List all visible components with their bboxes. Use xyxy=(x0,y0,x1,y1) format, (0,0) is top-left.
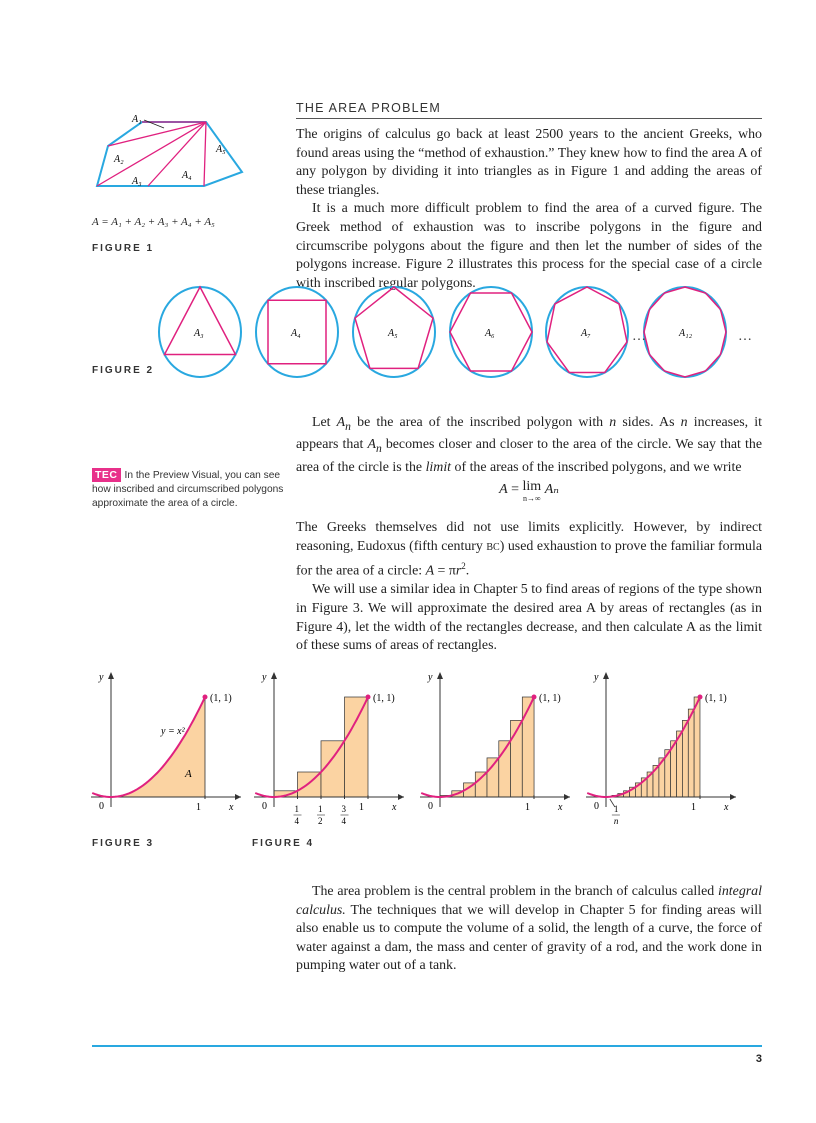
polygon-area-label: A₅ xyxy=(388,328,398,339)
paragraph-4-5-block xyxy=(296,519,762,656)
circle-polygon-3 xyxy=(159,287,241,377)
circle-polygon-5 xyxy=(353,287,435,377)
y-axis-label: y xyxy=(99,672,104,683)
x-axis-label: x xyxy=(392,802,397,813)
figure-1-polygon xyxy=(92,108,252,218)
origin-label: 0 xyxy=(428,801,433,812)
circle-polygon-12 xyxy=(644,287,726,377)
circle-polygon-7 xyxy=(546,287,628,377)
point-1-1-label: (1, 1) xyxy=(539,693,561,704)
area-label: A xyxy=(185,768,192,780)
paragraph-1: The origins of calculus go back at least 2500 years to the ancient Greeks, who found areas using the “method of exhaustion.” They knew how to find the area A of any polygon by dividing it into triangles as in Figure 1 and adding the areas of these triangles. xyxy=(296,127,762,198)
ellipsis: … xyxy=(632,329,646,344)
tick-fraction-numerator: 1 xyxy=(318,804,323,814)
y-axis-label: y xyxy=(594,672,599,683)
figure-4-graph-8 xyxy=(420,672,570,813)
figure-2-label: FIGURE 2 xyxy=(92,365,155,376)
paragraph-5: We will use a similar idea in Chapter 5 to find areas of regions of the type shown in Figure 3. We will approximate the desired area A by areas of rectangles (as in Figure 4), let the width of the rectangles decrease, and then calculate A as the limit of these sums of areas of rectangles. xyxy=(296,582,762,654)
polygon-area-label: A₄ xyxy=(291,328,301,339)
polygon-area-label: A₁₂ xyxy=(679,328,693,339)
formula-lim: lim n→∞ xyxy=(522,479,542,503)
tick-one-label: 1 xyxy=(196,802,201,813)
x-axis-arrow xyxy=(730,794,736,800)
paragraph-6: The area problem is the central problem in the branch of calculus called integral calculus. The techniques that we will develop in Chapter 5 for finding areas will also enable us to compute the volume of a solid, the length of a curve, the force of water against a dam, the mass and center of gravity of a rod, and the work done in pumping water out of a tank. xyxy=(296,884,762,974)
label-a3: A₃ xyxy=(132,176,142,187)
triangle-edge xyxy=(204,122,206,186)
figure-1-label: FIGURE 1 xyxy=(92,243,155,254)
y-axis-label: y xyxy=(262,672,267,683)
origin-label: 0 xyxy=(594,801,599,812)
figure-4-graph-4 xyxy=(254,672,404,826)
x-axis-arrow xyxy=(564,794,570,800)
point-1-1 xyxy=(203,695,208,700)
label-a2: A₂ xyxy=(114,154,124,165)
x-axis-arrow xyxy=(235,794,241,800)
y-axis-arrow xyxy=(603,672,609,679)
tick-fraction-denominator: 4 xyxy=(294,816,299,826)
footer-rule xyxy=(92,1045,762,1047)
tick-one-label: 1 xyxy=(525,802,530,813)
tick-one-label: 1 xyxy=(691,802,696,813)
figure-1-caption: A = A₁ + A₂ + A₃ + A₄ + A₅ xyxy=(92,216,215,228)
origin-label: 0 xyxy=(262,801,267,812)
origin-label: 0 xyxy=(99,801,104,812)
triangle-edge xyxy=(148,122,206,186)
tick-fraction-denominator: 4 xyxy=(341,816,346,826)
polygon-area-label: A₃ xyxy=(194,328,204,339)
tick-fraction-numerator: 1 xyxy=(294,804,299,814)
page-number: 3 xyxy=(755,1053,762,1065)
sidenote-text: In the Preview Visual, you can see how inscribed and circumscribed polygons approximate the area of a circle. xyxy=(92,470,284,510)
approx-rectangle xyxy=(694,697,700,797)
tick-1-over-n-numerator: 1 xyxy=(613,804,619,814)
approx-rectangle xyxy=(487,758,499,797)
curve-label: y = x² xyxy=(161,726,185,737)
approx-rectangle xyxy=(522,697,534,797)
section-rule xyxy=(296,118,762,119)
formula-lhs: A xyxy=(499,482,508,497)
limit-formula: A = lim n→∞ Aₙ xyxy=(499,479,559,503)
approx-rectangle xyxy=(475,772,487,797)
y-axis-label: y xyxy=(428,672,433,683)
figure-4-label: FIGURE 4 xyxy=(252,838,315,849)
tec-sidenote xyxy=(92,468,288,512)
formula-sub: n→∞ xyxy=(523,494,541,503)
point-1-1-label: (1, 1) xyxy=(373,693,395,704)
paragraph-3-block xyxy=(296,414,762,477)
polygon-area-label: A₆ xyxy=(485,328,495,339)
polygon-area-label: A₇ xyxy=(581,328,591,339)
y-axis-arrow xyxy=(437,672,443,679)
figures-3-4-graphs xyxy=(88,668,768,838)
approx-rectangle xyxy=(688,709,694,797)
paragraph-3: Let $A_n$ be the area of the inscribed polygon with n sides. As n increases, it appears that $A_n$ becomes closer and closer to the area of the circle. We say that the area of the circle is the limit of the areas of the inscribed polygons, and we write xyxy=(296,415,763,475)
x-axis-arrow xyxy=(398,794,404,800)
x-axis-label: x xyxy=(558,802,563,813)
paragraph-4: The Greeks themselves did not use limits explicitly. However, by indirect reasoning, Eudoxus (fifth century BC) used exhaustion to prove the familiar formula for the area of a circle: $A = \pi r^2$. xyxy=(296,520,762,579)
approx-rectangle xyxy=(682,720,688,797)
figure-4-graph-16 xyxy=(586,672,736,826)
tick-fraction-numerator: 3 xyxy=(341,804,346,814)
paragraph-6-block xyxy=(296,883,762,976)
x-axis-label: x xyxy=(229,802,234,813)
y-axis-arrow xyxy=(108,672,114,679)
figure-3-label: FIGURE 3 xyxy=(92,838,155,849)
label-a1: A₁ xyxy=(132,114,142,125)
intro-text xyxy=(296,126,762,293)
point-1-1 xyxy=(698,695,703,700)
point-1-1 xyxy=(532,695,537,700)
tec-badge[interactable]: TEC xyxy=(92,468,121,482)
circle-polygon-4 xyxy=(256,287,338,377)
shaded-area xyxy=(111,697,205,797)
paragraph-2: It is a much more difficult problem to find the area of a curved figure. The Greek method of exhaustion was to inscribe polygons in the figure and circumscribe polygons about the figure and then let the number of sides of the polygons increase. Figure 2 illustrates this process for the special case of a circle with inscribed regular polygons. xyxy=(296,201,762,291)
approx-rectangle xyxy=(345,697,369,797)
label-a4: A₄ xyxy=(182,170,192,181)
point-1-1-label: (1, 1) xyxy=(210,693,232,704)
section-title: THE AREA PROBLEM xyxy=(296,101,441,115)
ellipsis: … xyxy=(738,329,752,344)
figure-3-graph xyxy=(91,672,241,813)
circle-polygon-6 xyxy=(450,287,532,377)
figure-2-polygons xyxy=(150,282,770,382)
label-a5: A₅ xyxy=(216,144,226,155)
tick-fraction-denominator: 2 xyxy=(318,816,323,826)
y-axis-arrow xyxy=(271,672,277,679)
formula-rhs: Aₙ xyxy=(544,482,559,497)
tick-one-label: 1 xyxy=(359,802,364,813)
point-1-1 xyxy=(366,695,371,700)
x-axis-label: x xyxy=(724,802,729,813)
point-1-1-label: (1, 1) xyxy=(705,693,727,704)
tick-1-over-n-denominator: n xyxy=(613,816,619,826)
